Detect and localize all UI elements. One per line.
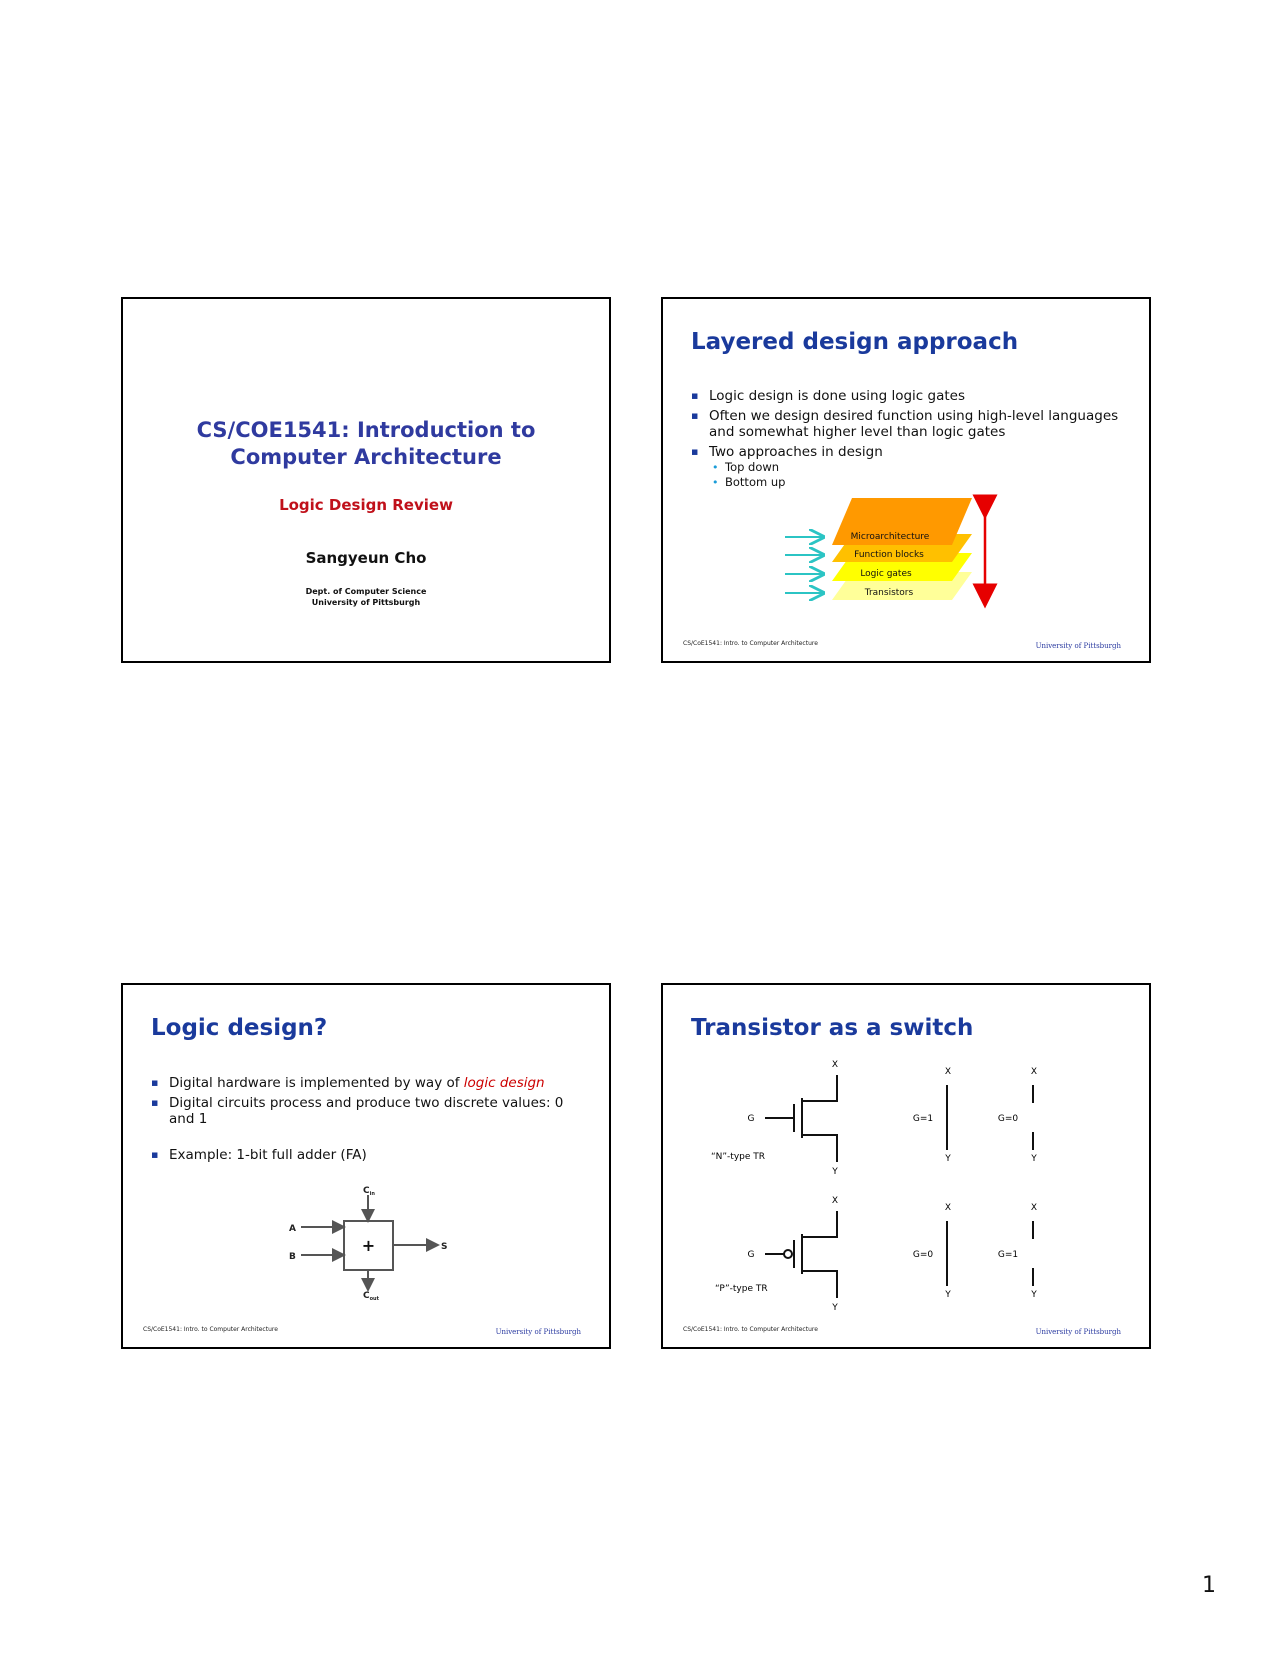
bullet-item: ▪ Logic design is done using logic gates: [691, 388, 1131, 404]
gate-state-label: G=0: [997, 1114, 1019, 1124]
slide-transistor-switch: [661, 983, 1151, 1349]
y-label: Y: [832, 1303, 838, 1313]
slide-title: Layered design approach: [691, 329, 1019, 355]
y-label: Y: [945, 1290, 951, 1300]
carry-in-label: $C_{in}$: [363, 1186, 375, 1197]
gate-label: G: [747, 1250, 755, 1260]
n-type-label: “N”-type TR: [711, 1152, 766, 1162]
slide-title: Logic design?: [151, 1015, 328, 1041]
bullet-item: ▪ Digital circuits process and produce two discrete values: 0 and 1: [151, 1095, 571, 1127]
affiliation: [123, 586, 609, 608]
gate-label: G: [747, 1114, 755, 1124]
x-label: X: [1030, 1067, 1038, 1077]
sum-label: S: [441, 1242, 448, 1252]
presentation-subtitle: Logic Design Review: [279, 496, 453, 514]
presentation-title: [123, 417, 609, 471]
title-line-1: CS/COE1541: Introduction to: [196, 418, 536, 442]
layer-label: Function blocks: [854, 550, 924, 560]
layer-diagram: [663, 299, 1151, 663]
layer-label: Transistors: [864, 588, 914, 598]
footer-university: University of Pittsburgh: [495, 1328, 581, 1336]
plus-icon: +: [361, 1236, 376, 1255]
bullet-text: Two approaches in design: [709, 444, 883, 460]
title-line-2: Computer Architecture: [230, 445, 502, 469]
y-label: Y: [1031, 1290, 1037, 1300]
input-b-label: B: [289, 1252, 296, 1262]
p-type-label: “P”-type TR: [715, 1284, 768, 1294]
slide-title: Transistor as a switch: [691, 1015, 974, 1041]
y-label: Y: [832, 1167, 838, 1177]
y-label: Y: [1031, 1154, 1037, 1164]
x-label: X: [831, 1196, 839, 1206]
footer-course: CS/CoE1541: Intro. to Computer Architecture: [683, 1326, 818, 1333]
gate-state-label: G=1: [997, 1250, 1019, 1260]
university: University of Pittsburgh: [311, 598, 421, 607]
emphasis-text: logic design: [463, 1075, 545, 1091]
footer-course: CS/CoE1541: Intro. to Computer Architecture: [683, 640, 818, 647]
page-number: 1: [1202, 1573, 1216, 1598]
bullet-item: ▪ Often we design desired function using high-level languages and somewhat higher level than logic gates: [691, 408, 1131, 440]
author-name: Sangyeun Cho: [305, 549, 427, 567]
layer-label: Logic gates: [860, 569, 912, 579]
footer-university: University of Pittsburgh: [1035, 642, 1121, 650]
sub-bullet-item: • Top down: [709, 460, 1131, 475]
slide-title-page: [121, 297, 611, 663]
x-label: X: [831, 1060, 839, 1070]
p-type-transistor-symbol: [765, 1211, 837, 1298]
full-adder-diagram: [123, 985, 611, 1349]
slide-logic-design: [121, 983, 611, 1349]
transistor-diagram: [663, 985, 1151, 1349]
input-a-label: A: [289, 1224, 296, 1234]
bullet-item: ▪ Example: 1-bit full adder (FA): [151, 1147, 571, 1163]
department: Dept. of Computer Science: [305, 587, 427, 596]
gate-state-label: G=1: [912, 1114, 934, 1124]
n-type-transistor-symbol: [765, 1075, 837, 1162]
layer-label: Microarchitecture: [850, 532, 930, 542]
y-label: Y: [945, 1154, 951, 1164]
bullet-text: Digital hardware is implemented by way of: [169, 1075, 464, 1091]
footer-university: University of Pittsburgh: [1035, 1328, 1121, 1336]
x-label: X: [1030, 1203, 1038, 1213]
slide-layered-design: [661, 297, 1151, 663]
sub-bullet-item: • Bottom up: [709, 475, 1131, 490]
x-label: X: [944, 1203, 952, 1213]
x-label: X: [944, 1067, 952, 1077]
footer-course: CS/CoE1541: Intro. to Computer Architecture: [143, 1326, 278, 1333]
gate-state-label: G=0: [912, 1250, 934, 1260]
carry-out-label: $C_{out}$: [363, 1291, 379, 1302]
